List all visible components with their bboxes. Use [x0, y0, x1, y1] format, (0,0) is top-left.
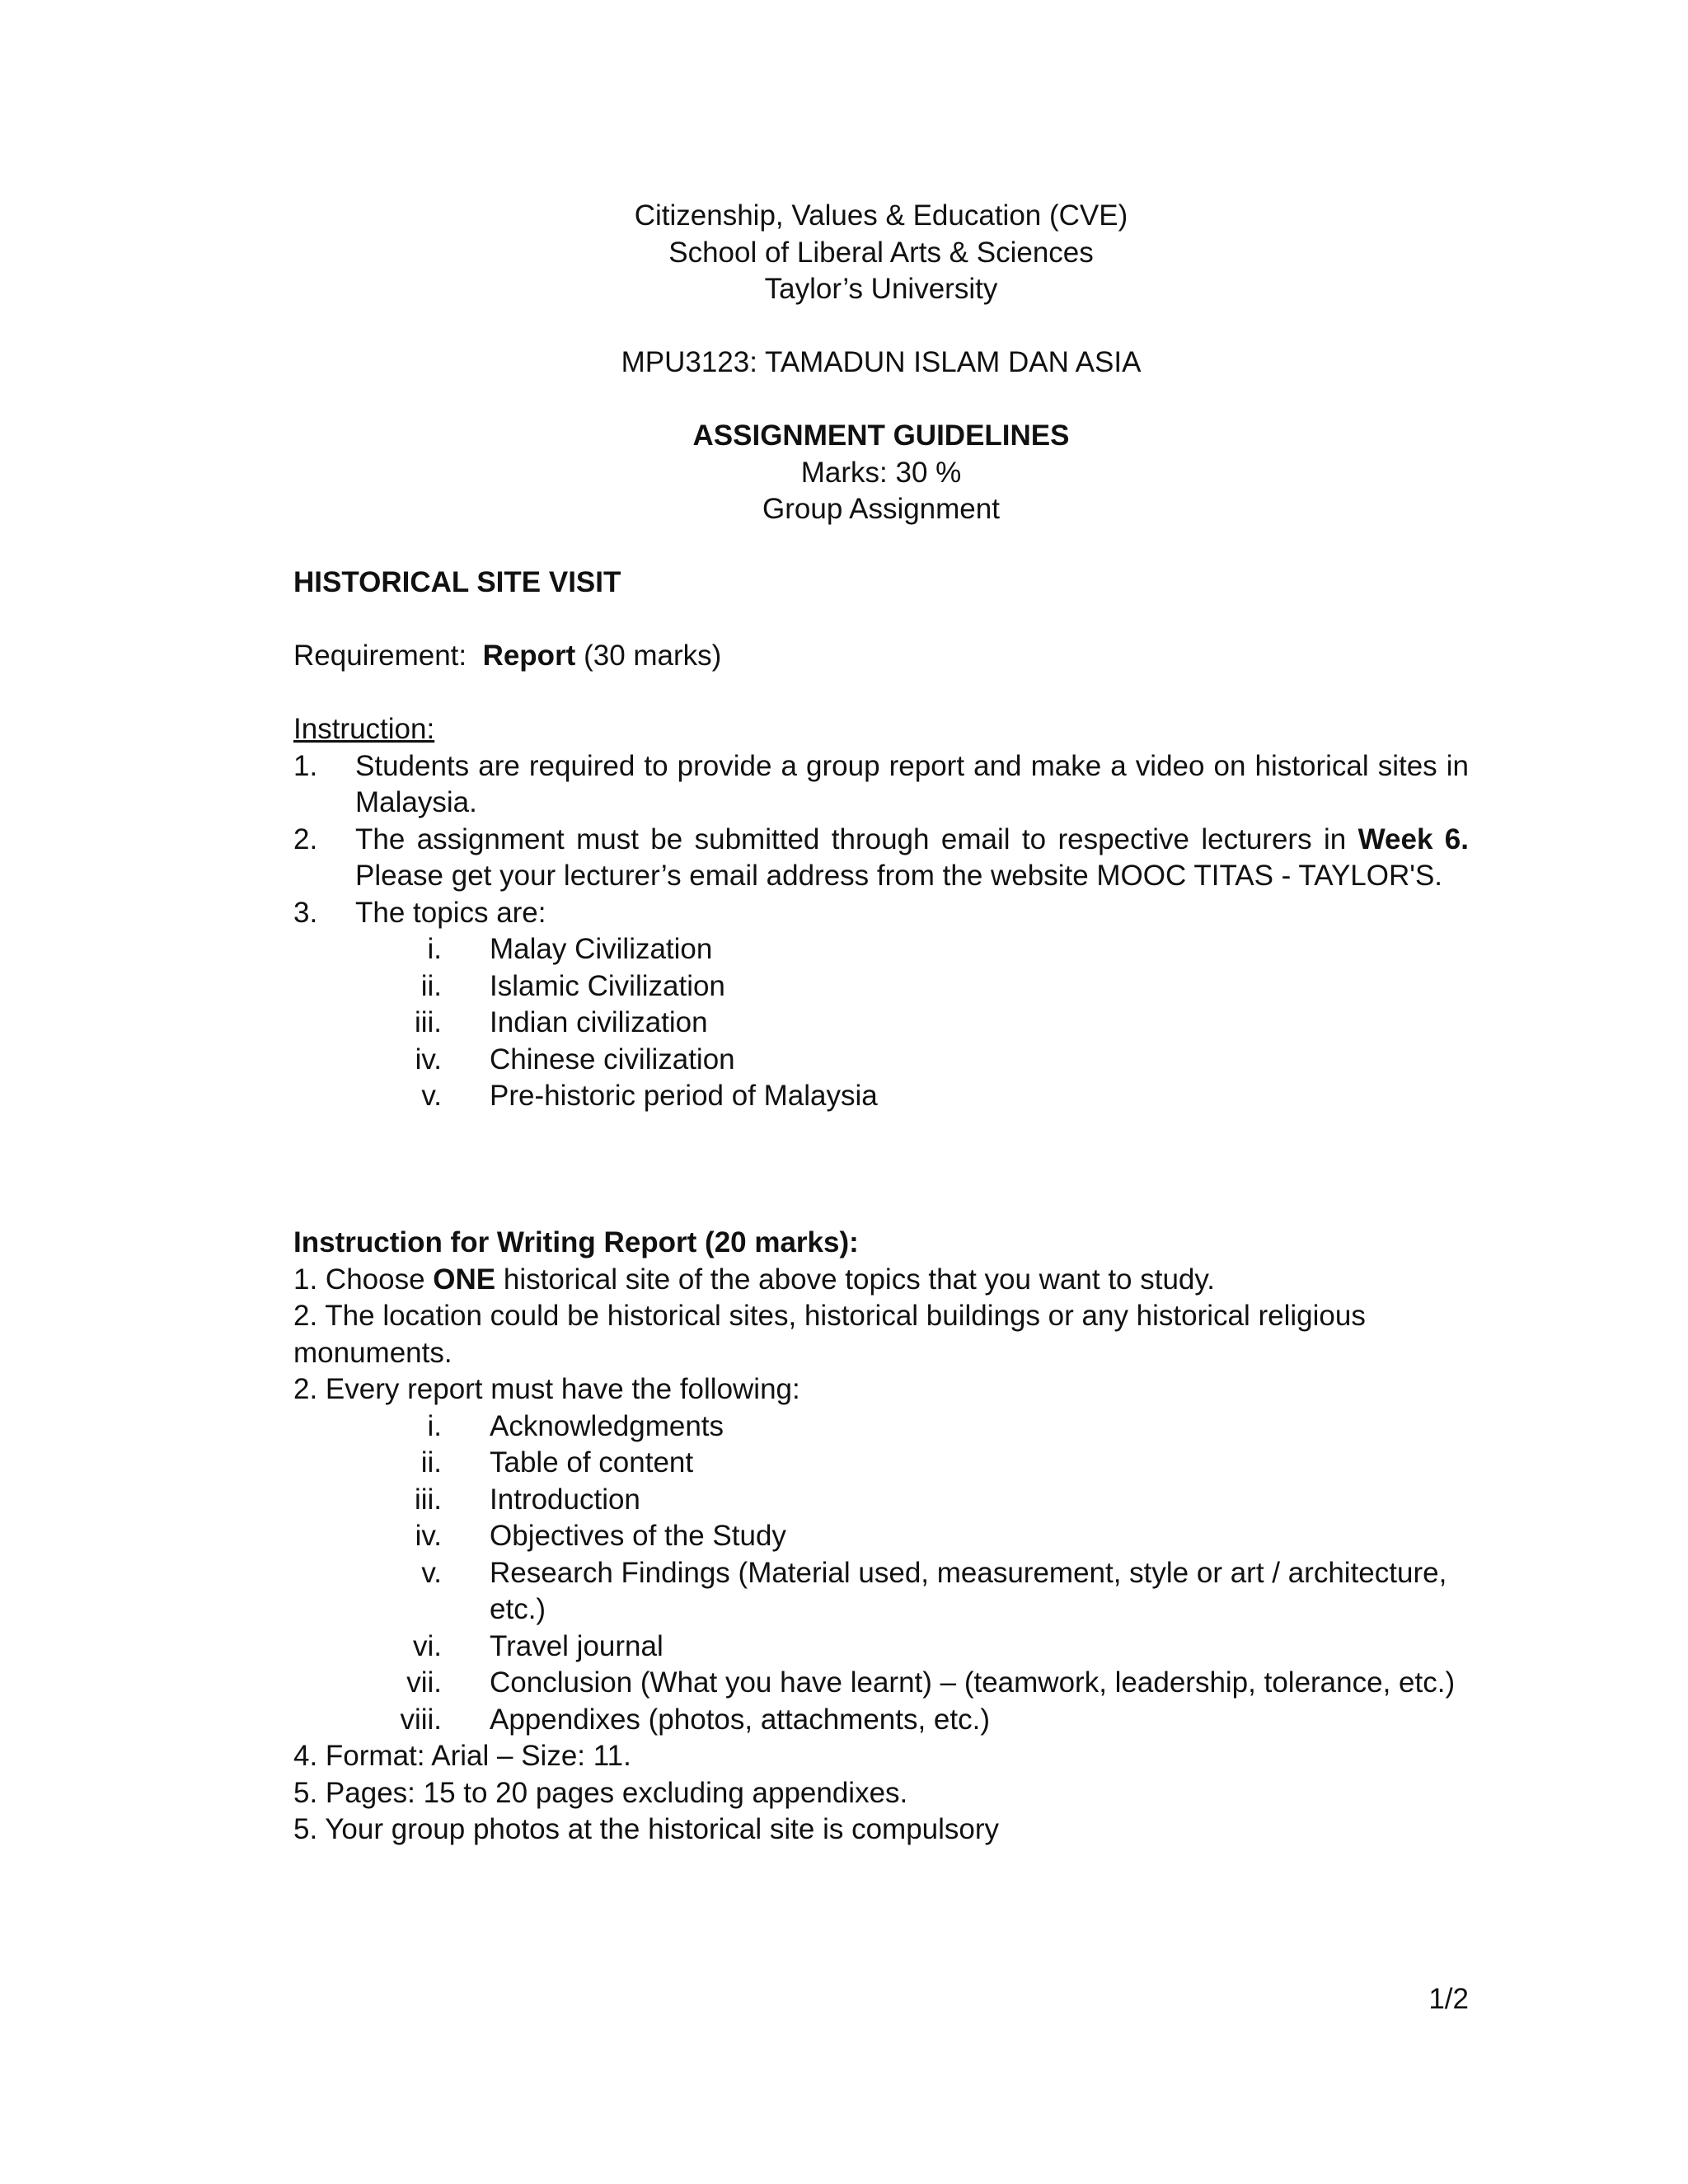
topic-item	[293, 968, 1469, 1005]
section-title-site-visit: HISTORICAL SITE VISIT	[293, 566, 621, 598]
report-part-item	[293, 1555, 1469, 1629]
topic-text: Indian civilization	[490, 1006, 708, 1038]
report-part-item	[293, 1702, 1469, 1739]
topic-number: i.	[427, 933, 442, 965]
report-part-number: v.	[421, 1556, 442, 1589]
topic-item	[293, 1005, 1469, 1042]
spacer	[293, 1151, 1469, 1188]
report-part-text: Travel journal	[490, 1629, 663, 1662]
instruction-item-number: 2.	[293, 823, 318, 855]
report-instruction-bold: ONE	[433, 1263, 496, 1296]
report-part-text: Table of content	[490, 1446, 694, 1479]
topic-item	[293, 931, 1469, 968]
spacer	[293, 1115, 1469, 1152]
requirement-suffix: (30 marks)	[575, 640, 722, 672]
requirement-prefix: Requirement:	[293, 640, 483, 672]
report-instruction-text: historical site of the above topics that you want to study.	[495, 1263, 1216, 1296]
report-instruction-line: 2. The location could be historical sites, historical buildings or any historical religious monuments.	[293, 1300, 1366, 1369]
marks-text: Marks: 30 %	[800, 456, 962, 489]
topic-number: iii.	[414, 1006, 442, 1038]
instruction-item-number: 3.	[293, 896, 318, 929]
report-instruction-line: 5. Pages: 15 to 20 pages excluding appendixes.	[293, 1776, 908, 1809]
report-part-item	[293, 1665, 1469, 1702]
instruction-label: Instruction:	[293, 713, 435, 745]
assignment-heading: ASSIGNMENT GUIDELINES	[692, 419, 1070, 452]
requirement-line	[293, 638, 1469, 675]
topic-number: v.	[421, 1080, 442, 1112]
page-number: 1/2	[1428, 1983, 1469, 2015]
topic-number: ii.	[420, 969, 442, 1002]
instruction-item	[293, 748, 1469, 822]
spacer	[293, 602, 1469, 639]
instruction-item-text: Please get your lecturer’s email address from the website MOOC TITAS - TAYLOR'S.	[355, 860, 1443, 892]
instruction-item-text: The topics are:	[355, 896, 546, 929]
instruction-item	[293, 895, 1469, 932]
header-line-university: Taylor’s University	[764, 273, 998, 305]
topic-number: iv.	[415, 1043, 442, 1076]
report-instruction-text: 1. Choose	[293, 1263, 434, 1296]
report-part-item	[293, 1408, 1469, 1446]
report-part-number: vii.	[406, 1666, 442, 1699]
assignment-type: Group Assignment	[762, 493, 1000, 525]
report-part-number: iii.	[414, 1483, 442, 1516]
report-part-text: Appendixes (photos, attachments, etc.)	[490, 1703, 990, 1736]
report-part-text: Research Findings (Material used, measurement, style or art / architecture, etc.)	[490, 1556, 1447, 1625]
report-part-item	[293, 1445, 1469, 1482]
document-content	[293, 198, 1469, 1849]
report-part-text: Acknowledgments	[490, 1409, 724, 1442]
report-part-number: viii.	[400, 1703, 442, 1736]
report-instruction-line: 2. Every report must have the following:	[293, 1373, 800, 1405]
report-instruction-line: 4. Format: Arial – Size: 11.	[293, 1740, 631, 1772]
report-part-number: iv.	[415, 1520, 442, 1552]
report-part-text: Objectives of the Study	[490, 1520, 786, 1552]
topic-text: Pre-historic period of Malaysia	[490, 1080, 878, 1112]
report-part-item	[293, 1518, 1469, 1555]
instruction-item-text: Students are required to provide a group report and make a video on historical sites in Malaysia.	[355, 749, 1469, 818]
spacer	[293, 382, 1469, 419]
spacer	[293, 1188, 1469, 1226]
report-part-item	[293, 1482, 1469, 1519]
course-title: MPU3123: TAMADUN ISLAM DAN ASIA	[621, 346, 1142, 378]
instruction-item-number: 1.	[293, 749, 318, 782]
topic-text: Islamic Civilization	[490, 969, 725, 1002]
report-part-text: Conclusion (What you have learnt) – (teamwork, leadership, tolerance, etc.)	[490, 1666, 1456, 1699]
report-part-number: ii.	[420, 1446, 442, 1479]
instruction-item	[293, 822, 1469, 895]
header-line-school: School of Liberal Arts & Sciences	[668, 236, 1094, 269]
spacer	[293, 308, 1469, 345]
header-line-department: Citizenship, Values & Education (CVE)	[634, 199, 1128, 232]
report-part-number: vi.	[413, 1629, 442, 1662]
report-part-number: i.	[427, 1409, 442, 1442]
requirement-bold: Report	[482, 640, 576, 672]
report-instruction-line	[293, 1262, 1469, 1299]
topic-text: Chinese civilization	[490, 1043, 735, 1076]
instruction-item-bold: Week 6.	[1357, 823, 1469, 855]
spacer	[293, 675, 1469, 712]
report-part-item	[293, 1629, 1469, 1666]
report-instruction-line: 5. Your group photos at the historical site is compulsory	[293, 1813, 1000, 1845]
section-title-writing-report: Instruction for Writing Report (20 marks):	[293, 1226, 859, 1258]
spacer	[293, 528, 1469, 565]
report-part-text: Introduction	[490, 1483, 640, 1516]
topic-text: Malay Civilization	[490, 933, 713, 965]
topic-item	[293, 1042, 1469, 1079]
topic-item	[293, 1078, 1469, 1115]
instruction-item-text: The assignment must be submitted through email to respective lecturers in	[355, 823, 1358, 855]
